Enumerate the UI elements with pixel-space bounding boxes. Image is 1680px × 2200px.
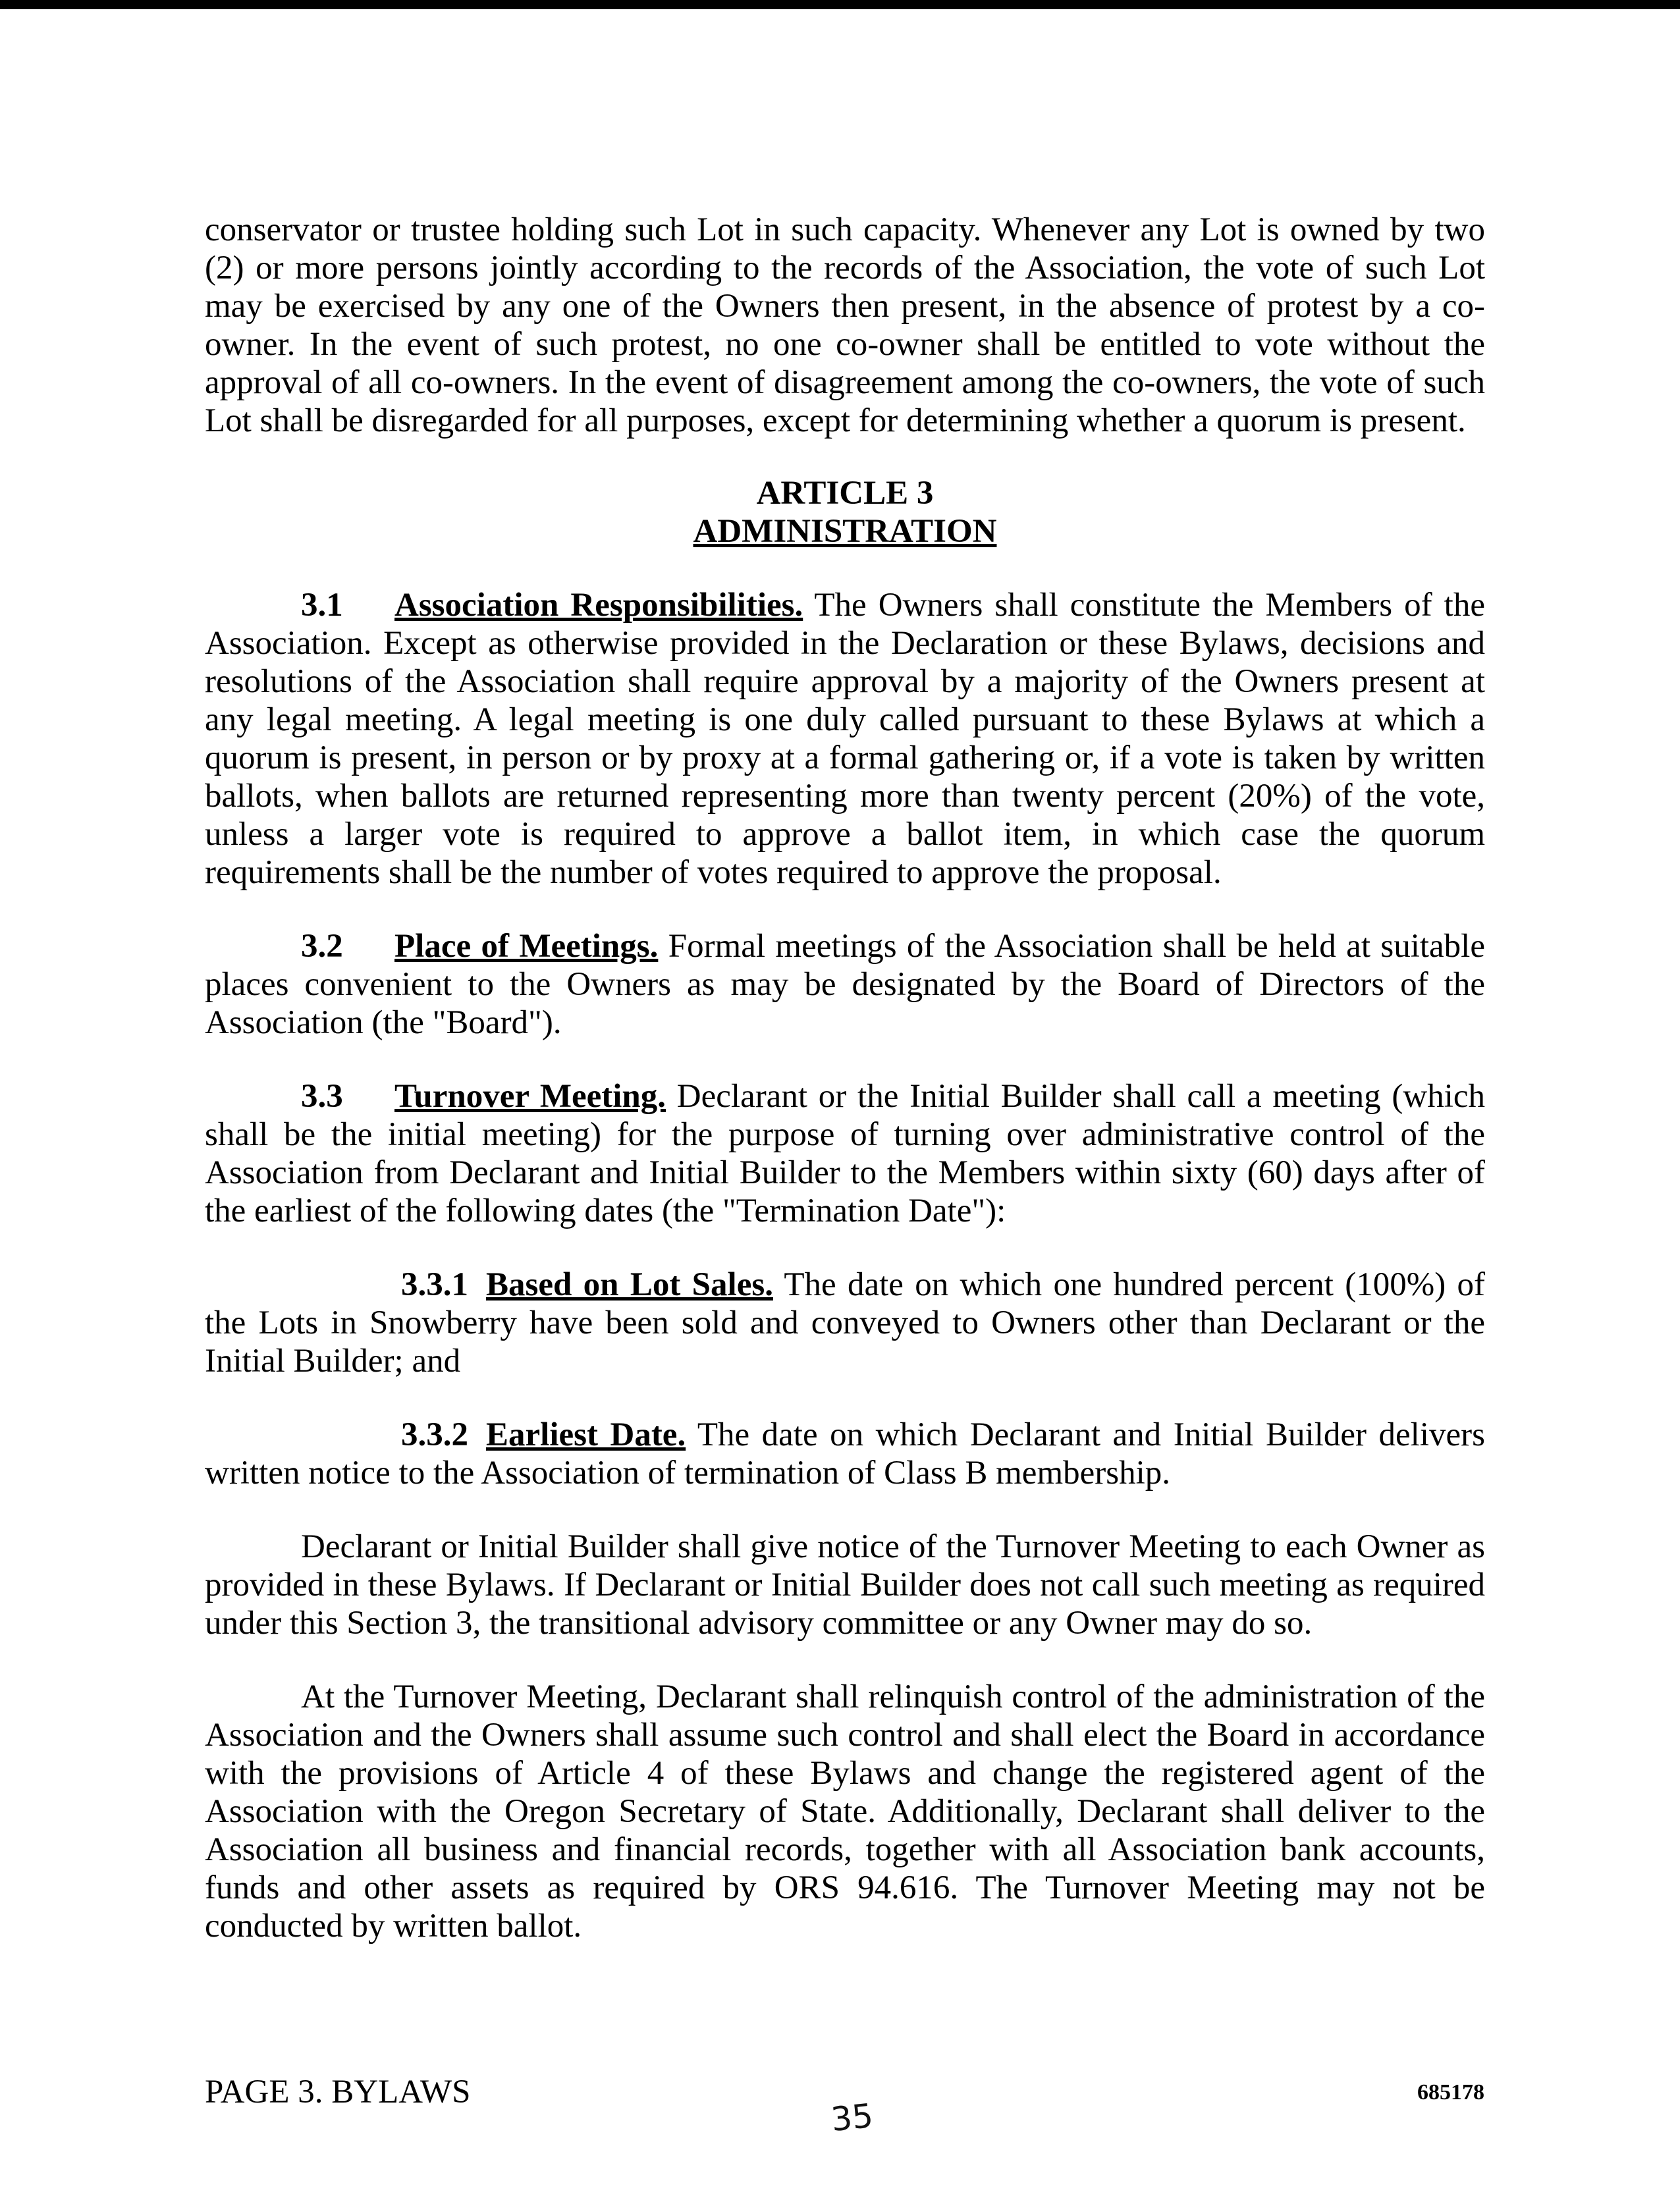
subsection-number: 3.3.2 xyxy=(401,1416,468,1453)
section-3-3 xyxy=(205,1077,1485,1230)
subsection-3-3-1 xyxy=(205,1266,1485,1380)
section-3-2 xyxy=(205,927,1485,1042)
section-heading: Association Responsibilities. xyxy=(394,587,803,624)
footer-page-label: PAGE 3. BYLAWS xyxy=(205,2074,471,2110)
section-number: 3.1 xyxy=(301,587,343,624)
subsection-number: 3.3.1 xyxy=(401,1266,468,1303)
article-number: ARTICLE 3 xyxy=(756,475,934,512)
continuation-paragraph: conservator or trustee holding such Lot in such capacity. Whenever any Lot is owned by two (2) or more persons jointly according to the records of the Association, the vote of such Lot may be exercised by any one of the Owners then present, in the absence of protest by a co-owner. In the event of such protest, no one co-owner shall be entitled to vote without the approval of all co-owners. In the event of disagreement among the co-owners, the vote of such Lot shall be disregarded for all purposes, except for determining whether a quorum is present. xyxy=(205,211,1485,439)
section-3-1 xyxy=(205,586,1485,892)
article-title: ADMINISTRATION xyxy=(693,513,997,550)
subsection-heading: Earliest Date. xyxy=(486,1416,686,1453)
footer-document-number: 685178 xyxy=(1417,2080,1484,2105)
section-number: 3.2 xyxy=(301,928,343,965)
section-text: The Owners shall constitute the Members of the Association. Except as otherwise provided in the Declaration or these Bylaws, decisions and resolutions of the Association shall require approval by a majority of the Owners present at any legal meeting. A legal meeting is one duly called pursuant to these Bylaws at which a quorum is present, in person or by proxy at a formal gathering or, if a vote is taken by written ballots, when ballots are returned representing more than twenty percent (20%) of the vote, unless a larger vote is required to approve a ballot item, in which case the quorum requirements shall be the number of votes required to approve the proposal. xyxy=(205,587,1485,891)
scan-border xyxy=(0,0,1680,9)
subsection-3-3-2 xyxy=(205,1416,1485,1492)
section-heading: Place of Meetings. xyxy=(394,928,659,965)
section-heading: Turnover Meeting. xyxy=(394,1078,666,1115)
section-text: Formal meetings of the Association shall be held at suitable places convenient to the Owners as may be designated by the Board of Directors of the Association (the "Board"). xyxy=(205,928,1485,1041)
article-heading xyxy=(205,474,1485,550)
notice-paragraph: Declarant or Initial Builder shall give notice of the Turnover Meeting to each Owner as provided in these Bylaws. If Declarant or Initial Builder does not call such meeting as required under this Section 3, the transitional advisory committee or any Owner may do so. xyxy=(205,1528,1485,1642)
handwritten-page-number: 35 xyxy=(829,2096,875,2139)
turnover-paragraph: At the Turnover Meeting, Declarant shall relinquish control of the administration of the Association and the Owners shall assume such control and shall elect the Board in accordance with the provisions of Article 4 of these Bylaws and change the registered agent of the Association with the Oregon Secretary of State. Additionally, Declarant shall deliver to the Association all business and financial records, together with all Association bank accounts, funds and other assets as required by ORS 94.616. The Turnover Meeting may not be conducted by written ballot. xyxy=(205,1678,1485,1945)
subsection-text: The date on which one hundred percent (100%) of the Lots in Snowberry have been sold and conveyed to Owners other than Declarant or the Initial Builder; and xyxy=(205,1266,1485,1380)
section-number: 3.3 xyxy=(301,1078,343,1115)
document-body xyxy=(205,211,1485,1981)
subsection-text: The date on which Declarant and Initial Builder delivers written notice to the Association of termination of Class B membership. xyxy=(205,1416,1485,1491)
subsection-heading: Based on Lot Sales. xyxy=(486,1266,773,1303)
section-text: Declarant or the Initial Builder shall call a meeting (which shall be the initial meeting) for the purpose of turning over administrative control of the Association from Declarant and Initial Builder to the Members within sixty (60) days after of the earliest of the following dates (the "Termination Date"): xyxy=(205,1078,1486,1229)
